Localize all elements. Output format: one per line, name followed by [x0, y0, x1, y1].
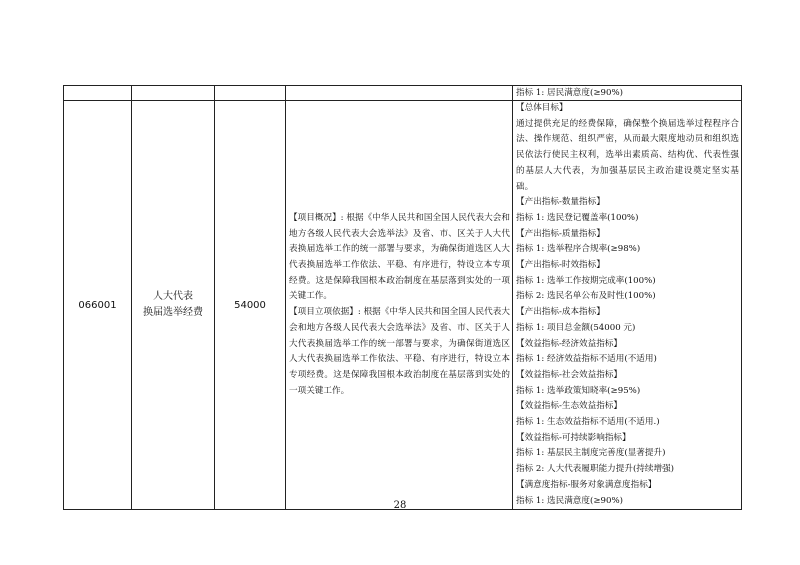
target-line: 指标 1: 选民满意度(≥90%) — [516, 495, 623, 506]
cell-empty — [64, 86, 132, 101]
overall-target-text: 通过提供充足的经费保障，确保整个换届选举过程程序合法、操作规范、组织严密，从而最大限度地动员和组织选民依法行使民主权利，选举出素质高、结构优、代表性强的基层人大代表，为加强基层民主政治建设奠定坚实基础。 — [516, 118, 739, 192]
target-line: 指标 1: 生态效益指标不适用(不适用.) — [516, 417, 660, 428]
project-basis: 【项目立项依据】: 根据《中华人民共和国全国人民代表大会和地方各级人民代表大会选举法》及省、市、区关于人大代表换届选举工作的统一部署与要求，为确保街道选区人大代表换届选举工作依法、平稳、有序进行，特设立本专项经费。这是保障我国根本政治制度在基层落到实处的一项关键工作。 — [289, 307, 510, 396]
target-line: 【效益指标-生态效益指标】 — [516, 401, 623, 412]
project-name-line2: 换届选举经费 — [143, 307, 203, 319]
budget-table — [63, 85, 742, 510]
cell-empty — [215, 86, 286, 101]
project-overview: 【项目概况】: 根据《中华人民共和国全国人民代表大会和地方各级人民代表大会选举法》及省、市、区关于人大代表换届选举工作的统一部署与要求，为确保街道选区人大代表换届选举工作依法、平稳、有序进行，特设立本专项经费。这是保障我国根本政治制度在基层落到实处的一项关键工作。 — [289, 212, 510, 302]
table-row — [64, 101, 742, 510]
project-amount: 54000 — [234, 299, 266, 311]
target-line: 指标 1: 选举政策知晓率(≥95%) — [516, 385, 641, 396]
target-line: 指标 1: 项目总金额(54000 元) — [516, 322, 636, 333]
project-name-cell — [132, 101, 215, 510]
cell-empty — [132, 86, 215, 101]
project-name-line1: 人大代表 — [153, 291, 193, 303]
target-line: 【产出指标-质量指标】 — [516, 228, 605, 239]
project-amount-cell — [215, 101, 286, 510]
target-line: 【产出指标-数量指标】 — [516, 197, 605, 208]
target-line: 【效益指标-经济效益指标】 — [516, 338, 623, 349]
previous-indicator-cell — [513, 86, 742, 101]
target-line: 指标 1: 基层民主制度完善度(显著提升) — [516, 448, 666, 459]
target-line: 指标 1: 选举程序合规率(≥98%) — [516, 244, 641, 255]
previous-indicator-text: 指标 1: 居民满意度(≥90%) — [516, 88, 623, 98]
target-line: 【效益指标-社会效益指标】 — [516, 369, 623, 380]
overall-target-heading: 【总体目标】 — [516, 103, 568, 113]
target-line: 【满意度指标-服务对象满意度指标】 — [516, 479, 657, 490]
target-line: 【产出指标-成本指标】 — [516, 307, 605, 318]
target-line: 【效益指标-可持续影响指标】 — [516, 432, 631, 443]
page-number: 28 — [393, 500, 407, 511]
target-line: 指标 1: 经济效益指标不适用(不适用) — [516, 354, 657, 365]
project-code-cell — [64, 101, 132, 510]
project-code: 066001 — [78, 299, 117, 311]
performance-targets-cell — [513, 101, 742, 510]
cell-empty — [286, 86, 513, 101]
target-line: 【产出指标-时效指标】 — [516, 260, 605, 271]
target-line: 指标 1: 选举工作按期完成率(100%) — [516, 275, 656, 286]
target-line: 指标 2: 选民名单公布及时性(100%) — [516, 291, 656, 302]
project-description-cell — [286, 101, 513, 510]
target-line: 指标 2: 人大代表履职能力提升(持续增强) — [516, 464, 675, 475]
table-row-previous — [64, 86, 742, 101]
target-line: 指标 1: 选民登记覆盖率(100%) — [516, 212, 639, 223]
